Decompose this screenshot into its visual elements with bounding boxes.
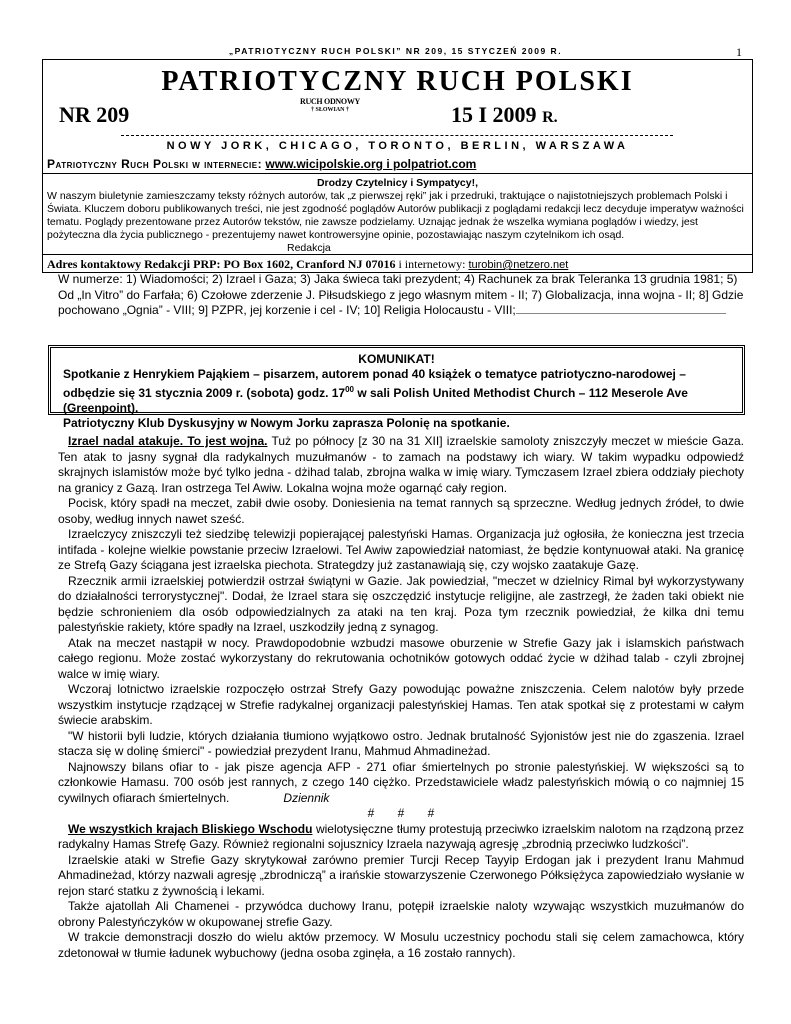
komunikat-heading: KOMUNIKAT! (358, 352, 435, 366)
issue-number: NR 209 (59, 102, 130, 127)
toc-text: W numerze: 1) Wiadomości; 2) Izrael i Gaza; 3) Jaka świeca taki prezydent; 4) Rachunek za brak Teleranka 13 grudnia 1981; 5) Od „In Vitro” do Farfała; 6) Czołowe zderzenie J. Piłsudskiego z jego własnym mitem - II; 7) Globalizacja, inna wojna - II; 8] Gdzie pochowano „Ognia” - VIII; 9] PZPR, jej korzenie i cel - IV; 10] Religia Holocaustu - VIII; (58, 272, 744, 317)
masthead (42, 59, 753, 273)
notice-signature: Redakcja (287, 242, 331, 254)
article2-p1: wielotysięczne tłumy protestują przeciwko izraelskim nalotom na rządzoną przez radykalny Hamas Strefę Gazy. Również regionalni sojusznicy Izraela nazywają agresję „zbrodnią przeciwko ludzkości”. (58, 821, 744, 851)
article1-source: Dziennik (283, 790, 330, 805)
article1-paragraph (58, 434, 744, 496)
article1-paragraph: Izraelczycy zniszczyli też siedzibę telewizji popierającej palestyński Hamas. Organizacja już ogłosiła, że konieczna jest trzecia intifada - kolejne wielkie powstanie przeciw Izraelowi. Tel Awiw zapowiedział natomiast, że będzie kontynuował ataki. Na granicę ze Strefą Gazy ściągana jest izraelska piechota. Strategdzy już zastanawiają się, czy wojsko zaatakuje Gazę. (58, 527, 744, 572)
table-of-contents (58, 272, 751, 319)
article1-paragraph (58, 760, 744, 807)
article-body (58, 434, 744, 961)
contact-address: : PO Box 1602, Cranford NJ 07016 (216, 257, 396, 271)
article2-paragraph: Izraelskie ataki w Strefie Gazy skrytykował zarówno premier Turcji Recep Tayyip Erdogan jak i prezydent Iranu Mahmud Ahmadineżad, którzy nazwali agresję „zbrodniczą” a irańskie stowarzyszenie Czerwonego Półksiężyca zapowiedziało wysłanie w rejon starć statku z żywnością i lekami. (58, 852, 744, 898)
contact-label: Adres kontaktowy Redakcji PRP (47, 257, 217, 271)
running-header: „PATRIOTYCZNY RUCH POLSKI” NR 209, 15 STYCZEŃ 2009 R. (228, 46, 563, 56)
article1-paragraph: "W historii byli ludzie, których działania tłumiono wyjątkowo ostro. Jednak brutalność Syjonistów jest nie do zgaszenia. Izrael stacza się w dolinę śmierci" - powiedział prezydent Iranu, Mahmud Ahmadineżad. (58, 728, 744, 758)
notice-heading: Drodzy Czytelnicy i Sympatycy!, (316, 177, 479, 189)
logo-line-1: RUCH ODNOWY (299, 97, 361, 106)
article2-paragraph: W trakcie demonstracji doszło do wielu aktów przemocy. W Mosulu uczestnicy pochodu stali się celem zamachowca, który zdetonował w tłumie ładunek wybuchowy (jedna osoba zginęła, a 16 zostało rannych). (58, 930, 744, 960)
komunikat-text-b: w sali Polish United Methodist Church – 112 Meserole Ave (Greenpoint). (63, 386, 688, 415)
divider (43, 173, 752, 174)
article1-paragraph: Wczoraj lotnictwo izraelskie rozpoczęło ostrzał Strefy Gazy powodując poważne zniszczenia. Celem nalotów były przede wszystkim instytucje rządzącej w Strefie radykalnej organizacji palestyńskiej Hamas. Ten atak spotkał się z protestami w całym świecie arabskim. (58, 682, 744, 727)
article1-paragraph: Pocisk, który spadł na meczet, zabił dwie osoby. Doniesienia na temat rannych są sprzeczne. Według jednych źródeł, to dwie osoby, według innych nawet sześć. (58, 496, 744, 526)
toc-underline (516, 313, 726, 314)
separator-mark: # (427, 806, 435, 820)
internet-line (47, 157, 476, 171)
komunikat-invitation: Patriotyczny Klub Dyskusyjny w Nowym Jorku zaprasza Polonię na spotkanie. (63, 416, 510, 430)
article1-p8: Najnowszy bilans ofiar to - jak pisze agencja AFP - 271 ofiar śmiertelnych po stronie palestyńskiej. W większości są to członkowie Hamasu. 700 osób jest rannych, z czego 140 ciężko. Przedstawiciele władz palestyńskich mówią o co najmniej 15 cywilnych ofiarach śmiertelnych. (58, 759, 744, 805)
section-separator (58, 806, 744, 822)
divider (43, 254, 752, 255)
separator-mark: # (397, 806, 405, 820)
page-number: 1 (736, 45, 742, 59)
issue-date-main: 15 I 2009 (451, 102, 537, 127)
contact-internet: i internetowy: (395, 257, 469, 271)
separator-mark: # (367, 806, 375, 820)
komunikat-text-a: Spotkanie z Henrykiem Pająkiem – pisarzem, autorem ponad 40 książek o tematyce patriotyczno-narodowej – odbędzie się 31 stycznia 2009 r. (sobota) godz. 17 (63, 367, 686, 400)
masthead-title: PATRIOTYCZNY RUCH POLSKI (161, 66, 634, 97)
notice-body: W naszym biuletynie zamieszczamy teksty różnych autorów, tak „z pierwszej ręki” jak i przedruki, traktujące o najistotniejszych problemach Polski i Świata. Kluczem doboru publikowanych treści, nie jest zgodność poglądów Autorów publikacji z poglądami redakcji lecz decyduje imperatyw ważności tematu. Poglądy prezentowane przez Autorów tekstów, nie zawsze podzielamy. Uznając jednak że wszelka wymiana poglądów i wiedzy, jest pożyteczna dla życia publicznego - prezentujemy nawet kontrowersyjne opinie, pozostawiając naszym czytelnikom ich osąd. (47, 190, 744, 241)
ruch-odnowy-logo (295, 97, 365, 115)
article2-paragraph (58, 822, 744, 853)
komunikat-paragraph (57, 367, 736, 416)
issue-date (451, 102, 558, 128)
editorial-notice (47, 177, 748, 255)
logo-line-2: † SŁOWIAN † (310, 107, 349, 113)
internet-label: Patriotyczny Ruch Polski w internecie: (47, 157, 263, 171)
article1-paragraph: Rzecznik armii izraelskiej potwierdził ostrzał świątyni w Gazie. Jak powiedział, "meczet w dzielnicy Rimal był wykorzystywany do działalności terrorystycznej". Dodał, że Izrael stara się oszczędzić instytucje religijne, ale zastrzegł, że żaden taki obiekt nie będzie schronieniem dla osób odpowiedzialnych za ataki na ten kraj. Poza tym rzecznik powiedział, że kilka dni temu palestyńskie rakiety, które spadły na Izrael, uszkodziły jedną z synagog. (58, 573, 744, 634)
dashed-divider (121, 135, 673, 136)
article2-lead: We wszystkich krajach Bliskiego Wschodu (68, 821, 313, 836)
cities-line: NOWY JORK, CHICAGO, TORONTO, BERLIN, WARSZAWA (166, 140, 629, 152)
komunikat-box (48, 345, 745, 430)
internet-links[interactable]: www.wicipolskie.org i polpatriot.com (265, 157, 477, 171)
article2-paragraph: Także ajatollah Ali Chamenei - przywódca duchowy Iranu, potępił izraelskie naloty wzywając wszystkich muzułmanów do obrony Palestyńczyków w okupowanej strefie Gazy. (58, 899, 744, 929)
issue-date-suffix: R. (542, 109, 558, 126)
article1-lead: Izrael nadal atakuje. To jest wojna. (68, 434, 268, 448)
contact-line (47, 257, 568, 272)
article1-p1: Tuż po północy [z 30 na 31 XII] izraelskie samoloty zniszczyły meczet w mieście Gaza. Ten atak to jasny sygnał dla radykalnych muzułmanów - to zamach na podstawy ich wiary. W takim wypadku odpowiedź skrajnych islamistów może być tylko jedna - dżihad talab, zbrojna walka w imię wiary. Tymczasem Izrael zbiera oddziały piechoty na granicy z Gazą. Iran ostrzega Tel Awiw. Lokalna wojna może ogarnąć cały region. (58, 434, 744, 495)
contact-email[interactable]: turobin@netzero.net (468, 259, 569, 271)
komunikat-time-sup: 00 (345, 385, 354, 394)
article1-paragraph: Atak na meczet nastąpił w nocy. Prawdopodobnie wzbudzi masowe oburzenie w Strefie Gazy jak i islamskich państwach całego regionu. Może zostać wykorzystany do rekrutowania ochotników gotowych oddać życie w dżihad talab - czyli zbrojnej walce w imię wiary. (58, 635, 744, 681)
